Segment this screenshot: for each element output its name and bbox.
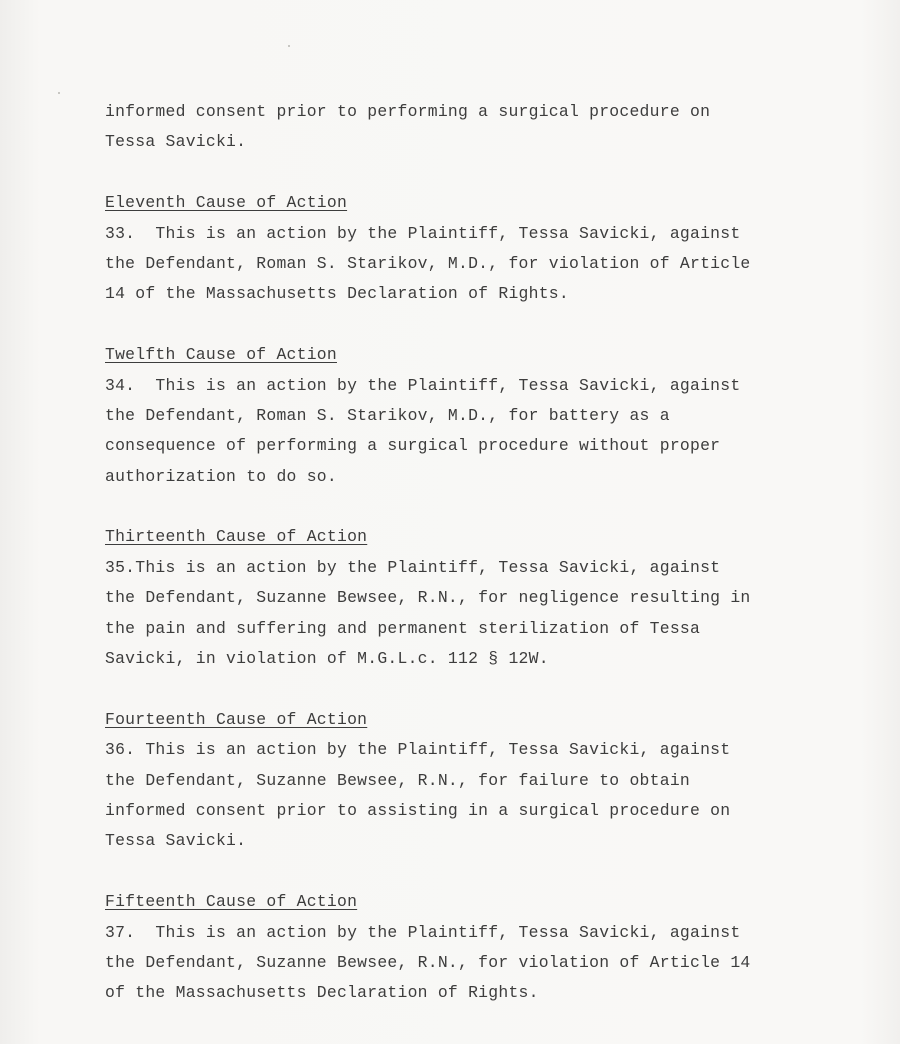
text-line: Savicki, in violation of M.G.L.c. 112 § 12W. <box>105 649 549 669</box>
text-line: authorization to do so. <box>105 466 337 486</box>
text-line: the Defendant, Roman S. Starikov, M.D., for battery as a <box>105 405 670 425</box>
section-thirteenth-cause <box>105 522 805 674</box>
document-body <box>105 97 805 1009</box>
section-fourteenth-cause <box>105 705 805 857</box>
text-line: the Defendant, Suzanne Bewsee, R.N., for negligence resulting in <box>105 588 751 608</box>
text-line: consequence of performing a surgical procedure without proper <box>105 436 721 456</box>
text-line: informed consent prior to assisting in a surgical procedure on <box>105 800 731 820</box>
paper-speck <box>58 92 60 94</box>
section-fifteenth-cause <box>105 887 805 1009</box>
text-line: informed consent prior to performing a surgical procedure on <box>105 102 711 121</box>
text-line: Tessa Savicki. <box>105 132 247 152</box>
section-heading: Fifteenth Cause of Action <box>105 892 358 912</box>
section-heading: Thirteenth Cause of Action <box>105 527 368 547</box>
text-line: Tessa Savicki. <box>105 831 247 851</box>
section-eleventh-cause <box>105 188 805 310</box>
text-line: the Defendant, Roman S. Starikov, M.D., for violation of Article <box>105 253 751 273</box>
text-line: 33. This is an action by the Plaintiff, Tessa Savicki, against <box>105 223 741 243</box>
text-line: the Defendant, Suzanne Bewsee, R.N., for failure to obtain <box>105 770 690 790</box>
section-heading: Eleventh Cause of Action <box>105 193 348 213</box>
section-heading: Fourteenth Cause of Action <box>105 709 368 729</box>
text-line: 14 of the Massachusetts Declaration of Rights. <box>105 284 569 304</box>
text-line: the Defendant, Suzanne Bewsee, R.N., for violation of Article 14 <box>105 952 751 972</box>
text-line: 37. This is an action by the Plaintiff, Tessa Savicki, against <box>105 922 741 942</box>
paper-speck <box>288 45 290 47</box>
text-line: the pain and suffering and permanent sterilization of Tessa <box>105 618 701 638</box>
text-line: 34. This is an action by the Plaintiff, Tessa Savicki, against <box>105 375 741 395</box>
text-line: 36. This is an action by the Plaintiff, Tessa Savicki, against <box>105 740 731 760</box>
section-twelfth-cause <box>105 340 805 492</box>
text-line: of the Massachusetts Declaration of Rights. <box>105 983 539 1003</box>
section-heading: Twelfth Cause of Action <box>105 345 337 365</box>
intro-paragraph <box>105 97 805 158</box>
text-line: 35.This is an action by the Plaintiff, Tessa Savicki, against <box>105 557 721 577</box>
